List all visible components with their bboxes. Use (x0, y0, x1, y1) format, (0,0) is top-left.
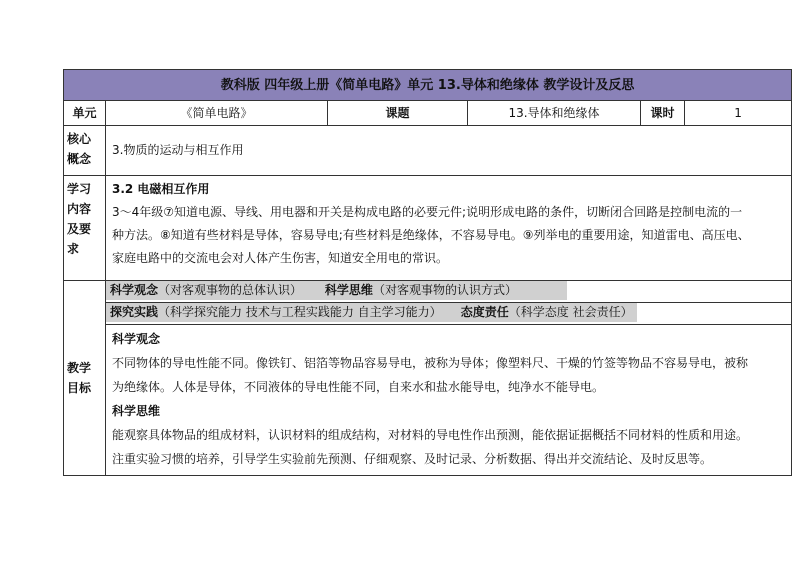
document-title: 教科版 四年级上册《简单电路》单元 13.导体和绝缘体 教学设计及反思 (64, 70, 792, 101)
unit-label: 单元 (64, 101, 106, 126)
goals-category-bar-2 (106, 303, 792, 325)
lesson-label: 课题 (328, 101, 468, 126)
goals-category-bar-1 (106, 281, 792, 303)
lesson-value: 13.导体和绝缘体 (468, 101, 641, 126)
lesson-plan-document (63, 69, 791, 476)
learning-content-line: 种方法。⑧知道有些材料是导体，容易导电;有些材料是绝缘体，不容易导电。⑨列举电的重要用途，知道雷电、高压电、 (112, 228, 750, 242)
goals-body (106, 325, 792, 476)
teaching-goals-label: 教学 目标 (64, 281, 106, 476)
hours-value: 1 (685, 101, 792, 126)
learning-content-body (106, 176, 792, 281)
learning-content-label: 学习 内容 及要 求 (64, 176, 106, 281)
lesson-plan-table (63, 69, 792, 476)
learning-content-heading: 3.2 电磁相互作用 (112, 182, 210, 196)
thinking-line: 能观察具体物品的组成材料，认识材料的组成结构，对材料的导电性作出预测，能依据证据概括不同材料的性质和用途。 (112, 428, 749, 442)
category-bar: 探究实践（科学探究能力 技术与工程实践能力 自主学习能力） 态度责任（科学态度 社会责任） (106, 303, 637, 322)
unit-value: 《简单电路》 (106, 101, 328, 126)
core-concept-label: 核心 概念 (64, 126, 106, 176)
learning-content-line: 家庭电路中的交流电会对人体产生伤害，知道安全用电的常识。 (112, 251, 449, 265)
thinking-line: 注重实验习惯的培养，引导学生实验前先预测、仔细观察、及时记录、分析数据、得出并交流结论、及时反思等。 (112, 452, 713, 466)
learning-content-line: 3～4年级⑦知道电源、导线、用电器和开关是构成电路的必要元件;说明形成电路的条件，切断闭合回路是控制电流的一 (112, 205, 743, 219)
concept-line: 不同物体的导电性能不同。像铁钉、铝箔等物品容易导电，被称为导体；像塑料尺、干燥的竹签等物品不容易导电，被称 (112, 356, 749, 370)
core-concept-text: 3.物质的运动与相互作用 (106, 126, 792, 176)
hours-label: 课时 (641, 101, 685, 126)
concept-line: 为绝缘体。人体是导体，不同液体的导电性能不同，自来水和盐水能导电，纯净水不能导电。 (112, 380, 605, 394)
thinking-heading: 科学思维 (112, 404, 161, 418)
category-bar: 科学观念（对客观事物的总体认识） 科学思维（对客观事物的认识方式） (106, 281, 567, 300)
concept-heading: 科学观念 (112, 332, 161, 346)
